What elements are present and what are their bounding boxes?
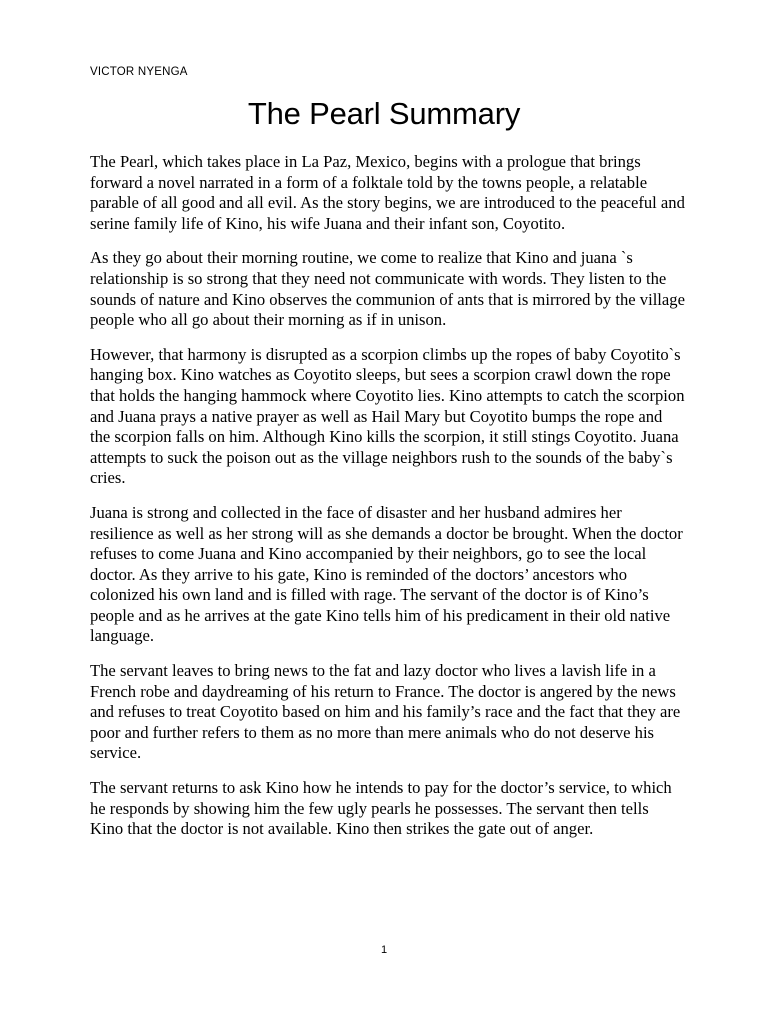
page-number: 1 [380,944,388,956]
document-title: The Pearl Summary [247,96,521,131]
paragraph-3: However, that harmony is disrupted as a scorpion climbs up the ropes of baby Coyotito`s hanging box. Kino watches as Coyotito sleeps, but sees a scorpion crawl down the rope that holds the hanging hammock where Coyotito lies. Kino attempts to catch the scorpion and Juana prays a native prayer as well as Hail Mary but Coyotito bumps the rope and the scorpion falls on him. Although Kino kills the scorpion, it still stings Coyotito. Juana attempts to suck the poison out as the village neighbors rush to the sounds of the baby`s cries. [90,344,685,488]
paragraph-4: Juana is strong and collected in the face of disaster and her husband admires her resilience as well as her strong will as she demands a doctor be brought. When the doctor refuses to come Juana and Kino accompanied by their neighbors, go to see the local doctor. As they arrive to his gate, Kino is reminded of the doctors’ ancestors who colonized his own land and is filled with rage. The servant of the doctor is of Kino’s people and as he arrives at the gate Kino tells him of his predicament in their old native language. [90,502,683,646]
paragraph-2: As they go about their morning routine, we come to realize that Kino and juana `s relationship is so strong that they need not communicate with words. They listen to the sounds of nature and Kino observes the communion of ants that is mirrored by the village people who all go about their morning as if in unison. [90,248,685,330]
author-header: VICTOR NYENGA [90,66,188,78]
document-body [90,152,686,854]
paragraph-1: The Pearl, which takes place in La Paz, Mexico, begins with a prologue that brings forward a novel narrated in a form of a folktale told by the towns people, a relatable parable of all good and all evil. As the story begins, we are introduced to the peaceful and serine family life of Kino, his wife Juana and their infant son, Coyotito. [90,152,685,233]
paragraph-6: The servant returns to ask Kino how he intends to pay for the doctor’s service, to which he responds by showing him the few ugly pearls he possesses. The servant then tells Kino that the doctor is not available. Kino then strikes the gate out of anger. [90,778,672,839]
paragraph-5: The servant leaves to bring news to the fat and lazy doctor who lives a lavish life in a French robe and daydreaming of his return to France. The doctor is angered by the news and refuses to treat Coyotito based on him and his family’s race and the fact that they are poor and further refers to them as no more than mere animals who do not deserve his service. [90,661,681,763]
